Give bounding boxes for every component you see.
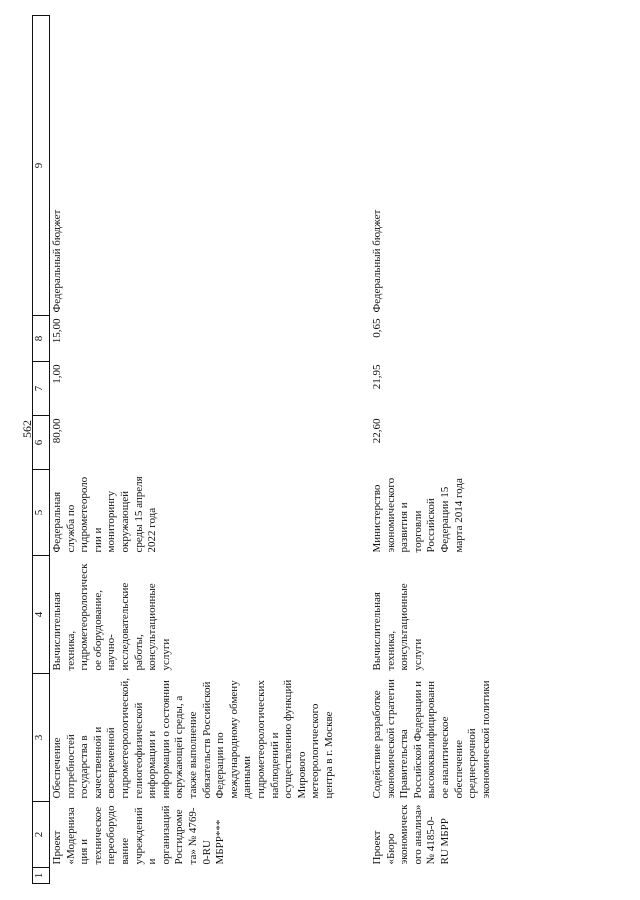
column-header: 9: [33, 16, 50, 316]
agency-deadline-cell: Министерство экономического развития и торговли Российской Федерации 15 марта 2014 года: [371, 477, 465, 553]
amount-cell: 0,65: [371, 318, 383, 338]
investment-projects-table: [32, 15, 570, 884]
column-header: 6: [33, 416, 50, 470]
table-row: [370, 16, 570, 884]
procurement-cell: Вычислительная техника, гидрометеорологическое оборудование, научно-исследовательские работы, консультационные услуги: [51, 563, 172, 671]
column-header: 1: [33, 868, 50, 884]
agency-deadline-cell: Федеральная служба по гидрометеорологии и мониторингу окружающей среды 15 апреля 2022 года: [51, 476, 159, 553]
amount-cell: 22,60: [371, 418, 383, 444]
procurement-cell: Вычислительная техника, консультационные услуги: [371, 583, 424, 671]
column-header: 4: [33, 556, 50, 674]
column-number-row: [33, 16, 50, 884]
row-index-cell: [370, 868, 570, 884]
page-number: 562: [20, 420, 34, 438]
funding-source-cell: Федеральный бюджет: [51, 209, 63, 313]
funding-source-cell: Федеральный бюджет: [371, 209, 383, 313]
project-name-cell: Проект «Бюро экономического анализа» № 4185-0-RU МБРР: [371, 804, 451, 865]
rotated-table-container: [32, 16, 580, 884]
project-name-cell: Проект «Модернизация и техническое переоборудование учреждений и организаций Росгидромета» № 4769-0-RU МБРР***: [51, 805, 227, 865]
project-goal-cell: Обеспечение потребностей государства в качественной и своевременной гидрометеорологической, гелиогеофизической информации и информации о состоянии окружающей среды, а также выполнение обязательств Российской Федерации по международному обмену данными гидрометеорологических наблюдений и осуществлению функций Мирового метеорологического центра в г. Москве: [51, 677, 335, 799]
amount-cell: 21,95: [371, 364, 383, 390]
table-row: [50, 16, 371, 884]
column-header: 2: [33, 802, 50, 868]
amount-cell: 80,00: [51, 418, 63, 444]
amount-cell: 1,00: [51, 364, 63, 384]
column-header: 5: [33, 470, 50, 556]
row-index-cell: [50, 868, 371, 884]
project-goal-cell: Содействие разработке экономической стратегии Правительства Российской Федерации и высококвалифицированное аналитическое обеспечение среднесрочной экономической политики: [371, 679, 492, 799]
column-header: 8: [33, 316, 50, 362]
column-header: 7: [33, 362, 50, 416]
amount-cell: 15,00: [51, 318, 63, 344]
column-header: 3: [33, 674, 50, 802]
